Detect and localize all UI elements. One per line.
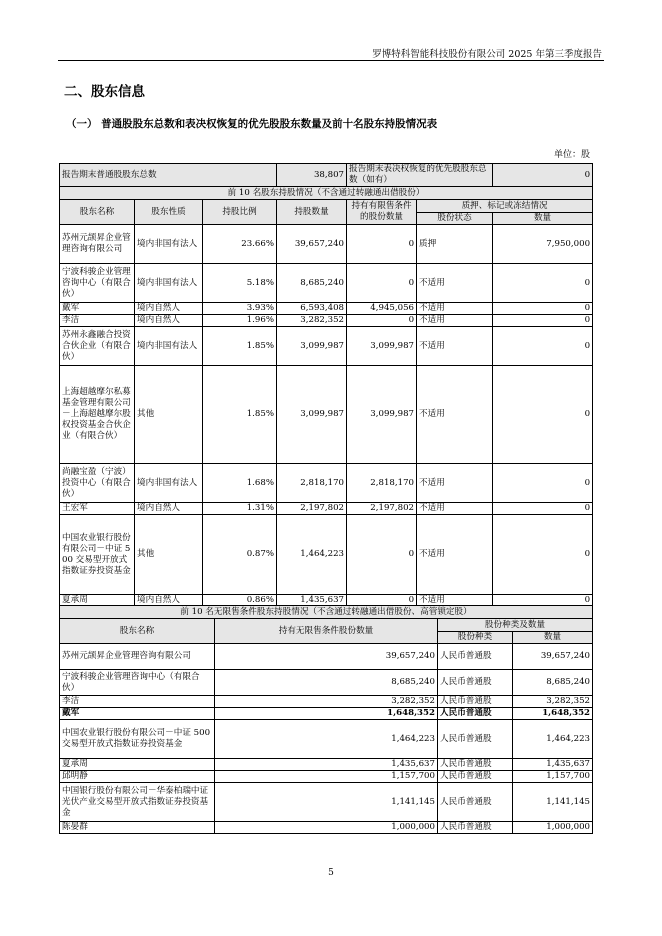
shareholder-name: 苏州元颉昇企业管理咨询有限公司 bbox=[60, 225, 135, 264]
u-share-type-qty: 1,464,223 bbox=[513, 720, 593, 759]
pledge-qty: 0 bbox=[493, 315, 593, 327]
top10-caption: 前 10 名股东持股情况（不含通过转融通出借股份） bbox=[60, 187, 593, 200]
table-row bbox=[60, 670, 593, 696]
pledge-status: 不适用 bbox=[417, 515, 493, 595]
table-row bbox=[60, 503, 593, 515]
u-share-type-qty: 1,157,700 bbox=[513, 771, 593, 783]
pledge-qty: 0 bbox=[493, 366, 593, 464]
u-share-type: 人民币普通股 bbox=[438, 670, 513, 696]
restricted-qty: 3,099,987 bbox=[347, 366, 417, 464]
restricted-qty: 0 bbox=[347, 595, 417, 607]
restricted-qty: 2,818,170 bbox=[347, 464, 417, 503]
shareholder-name: 苏州永鑫融合投资合伙企业（有限合伙） bbox=[60, 327, 135, 366]
u-unrestricted-qty: 1,000,000 bbox=[215, 822, 438, 834]
u-unrestricted-qty: 1,648,352 bbox=[215, 708, 438, 720]
pledge-status: 不适用 bbox=[417, 464, 493, 503]
u-shareholder-name: 中国银行股份有限公司－华泰柏瑞中证光伏产业交易型开放式指数证券投资基金 bbox=[60, 783, 215, 822]
col-header-nature: 股东性质 bbox=[135, 200, 203, 225]
table-row bbox=[60, 264, 593, 303]
u-share-type: 人民币普通股 bbox=[438, 759, 513, 771]
u-unrestricted-qty: 3,282,352 bbox=[215, 696, 438, 708]
shareholder-name: 中国农业银行股份有限公司－中证 500 交易型开放式指数证券投资基金 bbox=[60, 515, 135, 595]
table-row bbox=[60, 696, 593, 708]
table-row bbox=[60, 708, 593, 720]
section-title: 二、股东信息 bbox=[64, 84, 145, 100]
col-header-qty: 持股数量 bbox=[277, 200, 347, 225]
holding-qty: 6,593,408 bbox=[277, 303, 347, 315]
shareholder-nature: 境内非国有法人 bbox=[135, 264, 203, 303]
top10-shareholders-table bbox=[59, 163, 593, 607]
col-header-pledge-group: 质押、标记或冻结情况 bbox=[417, 200, 593, 213]
restricted-qty: 4,945,056 bbox=[347, 303, 417, 315]
pledge-status: 不适用 bbox=[417, 503, 493, 515]
pledge-status: 不适用 bbox=[417, 595, 493, 607]
table-row bbox=[60, 225, 593, 264]
u-unrestricted-qty: 1,157,700 bbox=[215, 771, 438, 783]
u-shareholder-name: 陈晏群 bbox=[60, 822, 215, 834]
u-share-type-qty: 3,282,352 bbox=[513, 696, 593, 708]
holding-qty: 1,464,223 bbox=[277, 515, 347, 595]
col-header-pledge-qty: 数量 bbox=[493, 213, 593, 225]
shareholder-name: 宁波科骏企业管理咨询中心（有限合伙） bbox=[60, 264, 135, 303]
u-col-header-name: 股东名称 bbox=[60, 619, 215, 644]
u-col-header-qty: 持有无限售条件股份数量 bbox=[215, 619, 438, 644]
u-shareholder-name: 邱明静 bbox=[60, 771, 215, 783]
holding-ratio: 1.96% bbox=[203, 315, 277, 327]
u-share-type: 人民币普通股 bbox=[438, 644, 513, 670]
shareholder-nature: 其他 bbox=[135, 515, 203, 595]
u-share-type: 人民币普通股 bbox=[438, 696, 513, 708]
table-row bbox=[60, 327, 593, 366]
pledge-qty: 7,950,000 bbox=[493, 225, 593, 264]
shareholder-name: 夏承周 bbox=[60, 595, 135, 607]
col-header-restricted: 持有有限售条件的股份数量 bbox=[347, 200, 417, 225]
u-col-header-group: 股份种类及数量 bbox=[438, 619, 593, 632]
u-unrestricted-qty: 1,141,145 bbox=[215, 783, 438, 822]
holding-qty: 8,685,240 bbox=[277, 264, 347, 303]
u-shareholder-name: 中国农业银行股份有限公司－中证 500 交易型开放式指数证券投资基金 bbox=[60, 720, 215, 759]
table-row bbox=[60, 366, 593, 464]
u-shareholder-name: 李洁 bbox=[60, 696, 215, 708]
holding-ratio: 0.86% bbox=[203, 595, 277, 607]
pledge-qty: 0 bbox=[493, 303, 593, 315]
col-header-pledge-status: 股份状态 bbox=[417, 213, 493, 225]
u-share-type-qty: 1,648,352 bbox=[513, 708, 593, 720]
holding-qty: 1,435,637 bbox=[277, 595, 347, 607]
restricted-qty: 0 bbox=[347, 225, 417, 264]
holding-ratio: 1.31% bbox=[203, 503, 277, 515]
table-row bbox=[60, 822, 593, 834]
pledge-status: 不适用 bbox=[417, 264, 493, 303]
shareholder-nature: 境内非国有法人 bbox=[135, 464, 203, 503]
unrestricted-shareholders-table bbox=[59, 605, 593, 834]
pledge-qty: 0 bbox=[493, 327, 593, 366]
pledge-qty: 0 bbox=[493, 515, 593, 595]
page-number: 5 bbox=[328, 868, 334, 878]
u-share-type-qty: 1,000,000 bbox=[513, 822, 593, 834]
table-row bbox=[60, 644, 593, 670]
pledge-qty: 0 bbox=[493, 264, 593, 303]
table-row bbox=[60, 771, 593, 783]
common-holders-value: 38,807 bbox=[277, 164, 347, 187]
shareholder-nature: 境内自然人 bbox=[135, 595, 203, 607]
shareholder-nature: 境内自然人 bbox=[135, 315, 203, 327]
u-share-type: 人民币普通股 bbox=[438, 783, 513, 822]
holding-ratio: 5.18% bbox=[203, 264, 277, 303]
holding-qty: 39,657,240 bbox=[277, 225, 347, 264]
pledge-status: 质押 bbox=[417, 225, 493, 264]
shareholder-nature: 境内非国有法人 bbox=[135, 225, 203, 264]
table-row bbox=[60, 783, 593, 822]
table-row bbox=[60, 720, 593, 759]
u-unrestricted-qty: 39,657,240 bbox=[215, 644, 438, 670]
table-row bbox=[60, 759, 593, 771]
shareholder-name: 李洁 bbox=[60, 315, 135, 327]
holding-qty: 2,197,802 bbox=[277, 503, 347, 515]
shareholder-name: 尚融宝盈（宁波）投资中心（有限合伙） bbox=[60, 464, 135, 503]
u-share-type: 人民币普通股 bbox=[438, 720, 513, 759]
shareholder-nature: 境内自然人 bbox=[135, 503, 203, 515]
subsection-title: （一） 普通股股东总数和表决权恢复的优先股股东数量及前十名股东持股情况表 bbox=[66, 118, 438, 130]
u-share-type: 人民币普通股 bbox=[438, 771, 513, 783]
shareholder-nature: 境内自然人 bbox=[135, 303, 203, 315]
restricted-qty: 3,099,987 bbox=[347, 327, 417, 366]
shareholder-name: 戴军 bbox=[60, 303, 135, 315]
shareholder-nature: 其他 bbox=[135, 366, 203, 464]
common-holders-label: 报告期末普通股股东总数 bbox=[60, 164, 277, 187]
table-row bbox=[60, 464, 593, 503]
pledge-status: 不适用 bbox=[417, 303, 493, 315]
shareholder-name: 上海超越摩尔私募基金管理有限公司－上海超越摩尔股权投资基金合伙企业（有限合伙） bbox=[60, 366, 135, 464]
u-shareholder-name: 宁波科骏企业管理咨询中心（有限合伙） bbox=[60, 670, 215, 696]
restricted-qty: 0 bbox=[347, 315, 417, 327]
holding-ratio: 1.85% bbox=[203, 327, 277, 366]
page-header-title: 罗博特科智能科技股份有限公司 2025 年第三季度报告 bbox=[372, 49, 602, 60]
restricted-qty: 2,197,802 bbox=[347, 503, 417, 515]
pledge-status: 不适用 bbox=[417, 327, 493, 366]
col-header-ratio: 持股比例 bbox=[203, 200, 277, 225]
pledge-qty: 0 bbox=[493, 503, 593, 515]
holding-ratio: 3.93% bbox=[203, 303, 277, 315]
restricted-qty: 0 bbox=[347, 264, 417, 303]
shareholder-nature: 境内非国有法人 bbox=[135, 327, 203, 366]
u-shareholder-name: 戴军 bbox=[60, 708, 215, 720]
table-row bbox=[60, 315, 593, 327]
pref-holders-value: 0 bbox=[493, 164, 593, 187]
u-share-type-qty: 39,657,240 bbox=[513, 644, 593, 670]
restricted-qty: 0 bbox=[347, 515, 417, 595]
u-unrestricted-qty: 8,685,240 bbox=[215, 670, 438, 696]
pledge-qty: 0 bbox=[493, 464, 593, 503]
u-share-type: 人民币普通股 bbox=[438, 822, 513, 834]
pledge-qty: 0 bbox=[493, 595, 593, 607]
unit-label: 单位：股 bbox=[553, 150, 590, 160]
holding-qty: 2,818,170 bbox=[277, 464, 347, 503]
table-row bbox=[60, 303, 593, 315]
header-rule bbox=[58, 60, 604, 61]
u-share-type-qty: 1,435,637 bbox=[513, 759, 593, 771]
u-col-header-type-qty: 数量 bbox=[513, 632, 593, 644]
holding-ratio: 0.87% bbox=[203, 515, 277, 595]
u-unrestricted-qty: 1,435,637 bbox=[215, 759, 438, 771]
unrestricted-caption: 前 10 名无限售条件股东持股情况（不含通过转融通出借股份、高管锁定股） bbox=[60, 606, 593, 619]
u-share-type: 人民币普通股 bbox=[438, 708, 513, 720]
pref-holders-label: 报告期末表决权恢复的优先股股东总数（如有） bbox=[347, 164, 493, 187]
holding-qty: 3,099,987 bbox=[277, 327, 347, 366]
col-header-name: 股东名称 bbox=[60, 200, 135, 225]
u-unrestricted-qty: 1,464,223 bbox=[215, 720, 438, 759]
shareholder-name: 王宏军 bbox=[60, 503, 135, 515]
pledge-status: 不适用 bbox=[417, 366, 493, 464]
holding-ratio: 1.68% bbox=[203, 464, 277, 503]
u-shareholder-name: 苏州元颉昇企业管理咨询有限公司 bbox=[60, 644, 215, 670]
holding-qty: 3,099,987 bbox=[277, 366, 347, 464]
u-share-type-qty: 8,685,240 bbox=[513, 670, 593, 696]
pledge-status: 不适用 bbox=[417, 315, 493, 327]
u-share-type-qty: 1,141,145 bbox=[513, 783, 593, 822]
holding-ratio: 1.85% bbox=[203, 366, 277, 464]
table-row bbox=[60, 515, 593, 595]
u-shareholder-name: 夏承周 bbox=[60, 759, 215, 771]
holding-ratio: 23.66% bbox=[203, 225, 277, 264]
holding-qty: 3,282,352 bbox=[277, 315, 347, 327]
u-col-header-type: 股份种类 bbox=[438, 632, 513, 644]
